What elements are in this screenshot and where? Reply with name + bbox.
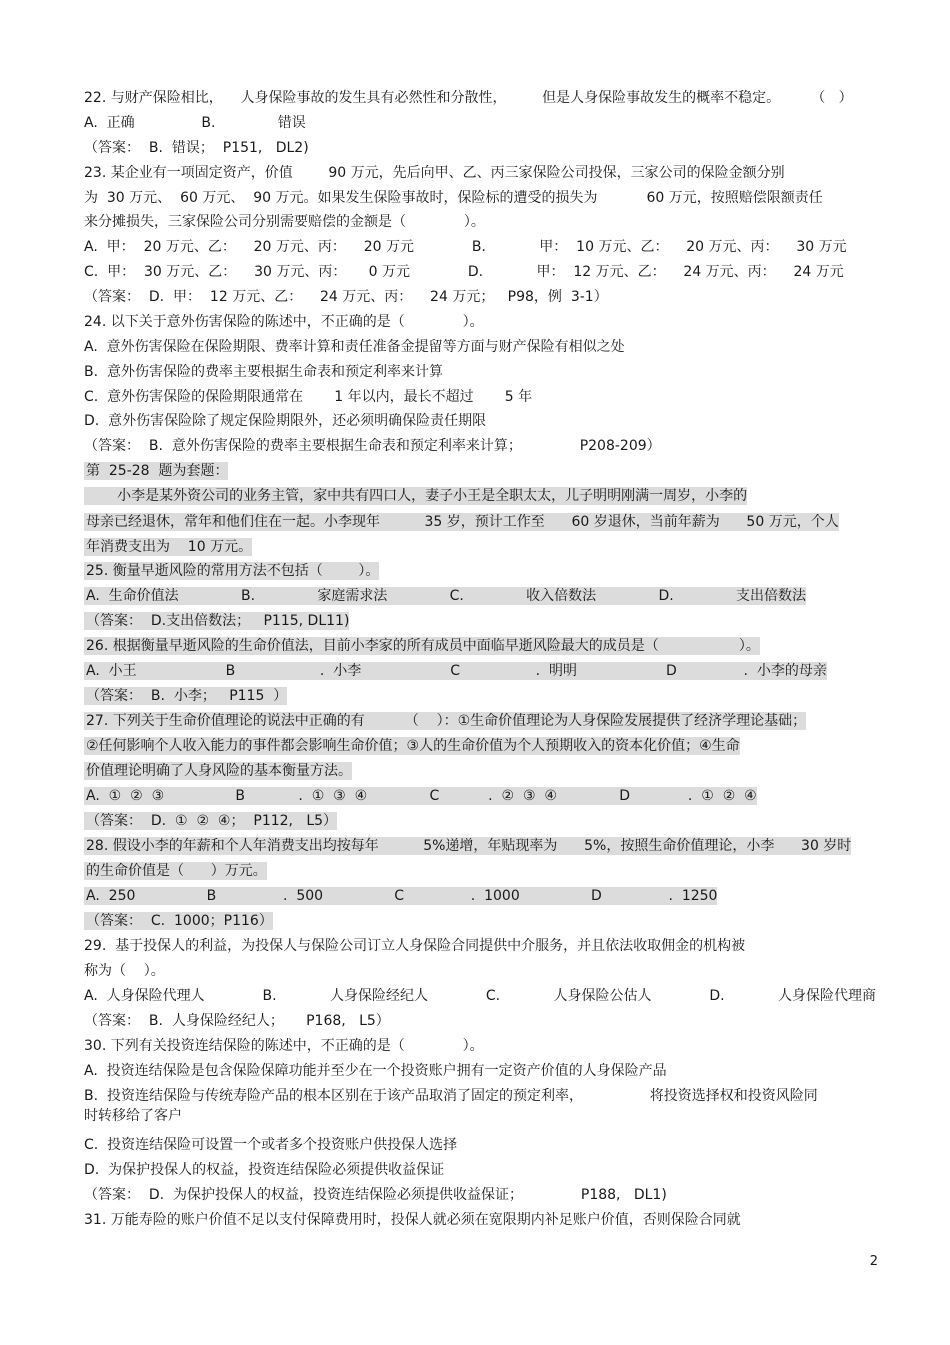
text-line: 的生命价值是（ ）万元。 [86, 863, 267, 879]
text-line: （答案： D. 甲： 12 万元、乙： 24 万元、丙： 24 万元； P98，例 3-1） [84, 289, 608, 305]
text-line: 称为（ ）。 [84, 963, 165, 979]
text-line: 价值理论明确了人身风险的基本衡量方法。 [86, 763, 352, 779]
text-line: （答案： B. 小李； P115 ） [86, 688, 288, 704]
text-line: 31. 万能寿险的账户价值不足以支付保障费用时，投保人就必须在宽限期内补足账户价值，否则保险合同就 [84, 1212, 741, 1228]
text-line: ②任何影响个人收入能力的事件都会影响生命价值；③人的生命价值为个人预期收入的资本化价值；④生命 [86, 738, 740, 754]
text-line: B. 意外伤害保险的费率主要根据生命表和预定利率来计算 [84, 364, 443, 380]
text-line: C. 甲： 30 万元、乙： 30 万元、丙： 0 万元 D. 甲： 12 万元、乙： 24 万元、丙： 24 万元 [84, 264, 844, 280]
text-line: 27. 下列关于生命价值理论的说法中正确的有 （ ）：①生命价值理论为人身保险发展提供了经济学理论基础； [86, 713, 807, 729]
text-line: 28. 假设小李的年薪和个人年消费支出均按每年 5%递增，年贴现率为 5%，按照生命价值理论，小李 30 岁时 [86, 838, 852, 854]
text-line: 29. 基于投保人的利益，为投保人与保险公司订立人身保险合同提供中介服务，并且依法收取佣金的机构被 [84, 938, 746, 954]
text-line: 30. 下列有关投资连结保险的陈述中，不正确的是（ ）。 [84, 1038, 484, 1054]
text-line: 来分摊损失，三家保险公司分别需要赔偿的金额是（ ）。 [84, 214, 485, 230]
page-number: 2 [869, 1254, 878, 1269]
text-line: （答案： D.支出倍数法； P115, DL11) [86, 613, 350, 629]
text-line: A. 意外伤害保险在保险期限、费率计算和责任准备金提留等方面与财产保险有相似之处 [84, 339, 625, 355]
text-line: （答案： D. 为保护投保人的权益，投资连结保险必须提供收益保证； P188, DL1) [84, 1187, 667, 1203]
text-line: C. 意外伤害保险的保险期限通常在 1 年以内，最长不超过 5 年 [84, 389, 533, 405]
text-line: D. 为保护投保人的权益，投资连结保险必须提供收益保证 [84, 1162, 445, 1178]
text-line: B. 投资连结保险与传统寿险产品的根本区别在于该产品取消了固定的预定利率， 将投资选择权和投资风险同 [84, 1088, 818, 1104]
text-line: （答案： C. 1000；P116） [86, 913, 273, 929]
text-line: 时转移给了客户 [84, 1108, 182, 1124]
text-line: A. 投资连结保险是包含保险保障功能并至少在一个投资账户拥有一定资产价值的人身保险产品 [84, 1063, 667, 1079]
text-line: 24. 以下关于意外伤害保险的陈述中，不正确的是（ ）。 [84, 314, 484, 330]
text-line: 26. 根据衡量早逝风险的生命价值法，目前小李家的所有成员中面临早逝风险最大的成员是（ ）。 [86, 638, 760, 654]
text-line: A. 人身保险代理人 B. 人身保险经纪人 C. 人身保险公估人 D. 人身保险代理商 [84, 988, 876, 1004]
text-line: A. 正确 B. 错误 [84, 115, 306, 131]
text-line: 23. 某企业有一项固定资产，价值 90 万元，先后向甲、乙、丙三家保险公司投保，三家公司的保险金额分别 [84, 165, 785, 181]
text-line: （答案： D. ① ② ④； P112, L5） [86, 813, 338, 829]
text-line: 小李是某外资公司的业务主管，家中共有四口人，妻子小王是全职太太，儿子明明刚满一周岁，小李的 [86, 488, 748, 504]
text-line: 25. 衡量早逝风险的常用方法不包括（ ）。 [86, 563, 380, 579]
text-line: A. 甲： 20 万元、乙： 20 万元、丙： 20 万元 B. 甲： 10 万元、乙： 20 万元、丙： 30 万元 [84, 239, 847, 255]
text-line: 为 30 万元、 60 万元、 90 万元。如果发生保险事故时，保险标的遭受的损失为 60 万元，按照赔偿限额责任 [84, 190, 823, 206]
text-line: 第 25-28 题为套题： [86, 463, 229, 479]
text-line: 22. 与财产保险相比， 人身保险事故的发生具有必然性和分散性， 但是人身保险事故发生的概率不稳定。 （ ） [84, 90, 853, 106]
text-line: （答案： B. 意外伤害保险的费率主要根据生命表和预定利率来计算； P208-209） [84, 438, 661, 454]
text-line: A. 250 B . 500 C . 1000 D . 1250 [86, 888, 718, 904]
text-line: A. 生命价值法 B. 家庭需求法 C. 收入倍数法 D. 支出倍数法 [86, 588, 807, 604]
text-line: 母亲已经退休，常年和他们住在一起。小李现年 35 岁，预计工作至 60 岁退休，当前年薪为 50 万元，个人 [86, 514, 839, 530]
text-line: C. 投资连结保险可设置一个或者多个投资账户供投保人选择 [84, 1137, 458, 1153]
text-line: A. 小王 B . 小李 C . 明明 D . 小李的母亲 [86, 663, 827, 679]
text-line: A. ① ② ③ B . ① ③ ④ C . ② ③ ④ D . ① ② ④ [86, 788, 757, 804]
text-line: 年消费支出为 10 万元。 [86, 539, 253, 555]
text-line: （答案： B. 人身保险经纪人； P168, L5） [84, 1013, 390, 1029]
text-line: D. 意外伤害保险除了规定保险期限外，还必须明确保险责任期限 [84, 413, 487, 429]
text-line: （答案： B. 错误； P151, DL2) [84, 140, 309, 156]
